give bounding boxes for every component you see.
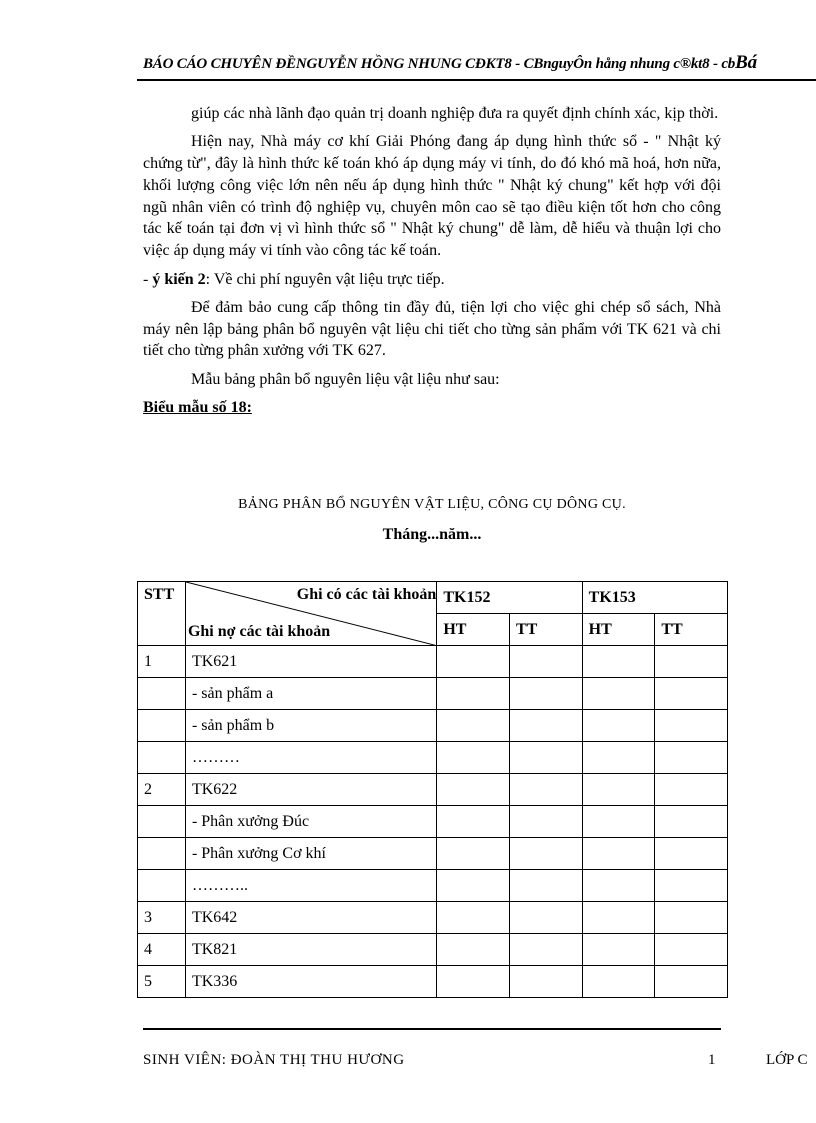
paragraph-3: Để đảm bảo cung cấp thông tin đầy đủ, tiện lợi cho việc ghi chép sổ sách, Nhà máy nên lập bảng phân bổ nguyên vật liệu chi tiết cho từng sản phẩm với TK 621 và chi tiết cho từng phân xưởng với TK 627. [143,298,721,360]
row-value-cell [510,646,583,678]
row-value-cell [655,646,728,678]
row-value-cell [510,838,583,870]
row-value-cell [510,966,583,998]
row-stt [138,742,186,774]
stt-header: STT [138,582,186,646]
opinion-text: : Về chi phí nguyên vật liệu trực tiếp. [205,270,445,288]
row-value-cell [582,678,655,710]
row-account: TK621 [185,646,436,678]
tk152-ht-header: HT [437,614,510,646]
row-value-cell [437,646,510,678]
row-account: - sản phẩm b [185,710,436,742]
row-value-cell [437,710,510,742]
paragraph-1: giúp các nhà lãnh đạo quản trị doanh nghiệp đưa ra quyết định chính xác, kịp thời. [191,105,719,122]
row-stt: 5 [138,966,186,998]
row-value-cell [510,710,583,742]
row-value-cell [655,774,728,806]
form-title: Biểu mẫu số 18: [143,399,252,417]
opinion-2 [143,269,721,291]
table-row [138,902,728,934]
row-value-cell [510,934,583,966]
row-value-cell [437,966,510,998]
row-value-cell [655,870,728,902]
row-stt [138,806,186,838]
tk153-ht-header: HT [582,614,655,646]
row-stt [138,710,186,742]
row-account: - sản phẩm a [185,678,436,710]
row-value-cell [437,806,510,838]
allocation-table [137,581,728,998]
tk153-header: TK153 [582,582,727,614]
row-value-cell [437,934,510,966]
table-row [138,742,728,774]
header-tail: Bá [735,52,757,73]
table-row [138,774,728,806]
row-value-cell [437,678,510,710]
row-account: TK821 [185,934,436,966]
row-value-cell [510,870,583,902]
row-value-cell [437,870,510,902]
header-rule [137,79,816,81]
row-value-cell [655,742,728,774]
row-value-cell [582,966,655,998]
row-value-cell [655,838,728,870]
opinion-label: ý kiến 2 [152,270,206,288]
row-value-cell [582,902,655,934]
table-row [138,934,728,966]
table-row [138,646,728,678]
page-header [143,52,816,74]
table-row [138,678,728,710]
row-account: ……… [185,742,436,774]
diagonal-header-cell [185,582,436,646]
paragraph-2: Hiện nay, Nhà máy cơ khí Giải Phóng đang áp dụng hình thức sổ - " Nhật ký chứng từ", đây là hình thức kế toán khó áp dụng máy vi tính, do đó khó mã hoá, hơn nữa, khối lượng công việc lớn nên nếu áp dụng hình thức " Nhật ký chung" kết hợp với đội ngũ nhân viên có trình độ nghiệp vụ, chuyên môn cao sẽ tạo điều kiện tốt hơn cho công tác kế toán tại đơn vị vì hình thức sổ " Nhật ký chung" dễ làm, dễ hiểu và thuận lợi cho việc áp dụng máy vi tính vào công tác kế toán. [143,133,721,260]
row-value-cell [582,646,655,678]
table-row [138,838,728,870]
row-value-cell [437,838,510,870]
row-value-cell [655,806,728,838]
row-value-cell [655,934,728,966]
footer-class: LỚP C [766,1052,808,1068]
tk152-tt-header: TT [510,614,583,646]
row-value-cell [510,774,583,806]
row-value-cell [655,902,728,934]
table-row [138,870,728,902]
header-text: BÁO CÁO CHUYÊN ĐỀNGUYỄN HỒNG NHUNG CĐKT8 - CBnguyÔn hång nhung c®kt8 - cb [143,56,736,72]
row-value-cell [655,710,728,742]
row-value-cell [582,710,655,742]
table-row [138,806,728,838]
row-stt: 4 [138,934,186,966]
row-value-cell [582,742,655,774]
row-account: - Phân xưởng Cơ khí [185,838,436,870]
row-value-cell [582,870,655,902]
row-value-cell [582,838,655,870]
row-value-cell [655,966,728,998]
row-account: ……….. [185,870,436,902]
credit-accounts-label: Ghi có các tài khoản [296,586,437,603]
table-title: BẢNG PHÂN BỔ NGUYÊN VẬT LIỆU, CÔNG CỤ DÔNG CỤ. [238,497,626,512]
row-value-cell [510,678,583,710]
footer-student: SINH VIÊN: ĐOÀN THỊ THU HƯƠNG [143,1052,405,1068]
row-value-cell [582,774,655,806]
table-row [138,966,728,998]
row-value-cell [437,742,510,774]
row-account: - Phân xưởng Đúc [185,806,436,838]
table-subtitle: Tháng...năm... [382,526,482,543]
row-value-cell [510,902,583,934]
table-header-row [138,582,728,614]
row-account: TK622 [185,774,436,806]
row-value-cell [582,934,655,966]
row-account: TK336 [185,966,436,998]
body-text [143,103,721,425]
table-row [138,710,728,742]
row-stt [138,870,186,902]
row-value-cell [510,742,583,774]
footer-page-number: 1 [708,1052,716,1068]
row-value-cell [437,902,510,934]
footer-rule [143,1028,721,1030]
row-stt: 3 [138,902,186,934]
opinion-prefix: - [143,270,153,288]
tk153-tt-header: TT [655,614,728,646]
tk152-header: TK152 [437,582,582,614]
paragraph-4: Mẫu bảng phân bổ nguyên liệu vật liệu như sau: [191,370,500,388]
row-account: TK642 [185,902,436,934]
debit-accounts-label: Ghi nợ các tài khoản [187,623,331,640]
row-stt: 1 [138,646,186,678]
row-value-cell [437,774,510,806]
row-value-cell [510,806,583,838]
row-stt [138,678,186,710]
row-value-cell [582,806,655,838]
row-stt: 2 [138,774,186,806]
row-stt [138,838,186,870]
row-value-cell [655,678,728,710]
